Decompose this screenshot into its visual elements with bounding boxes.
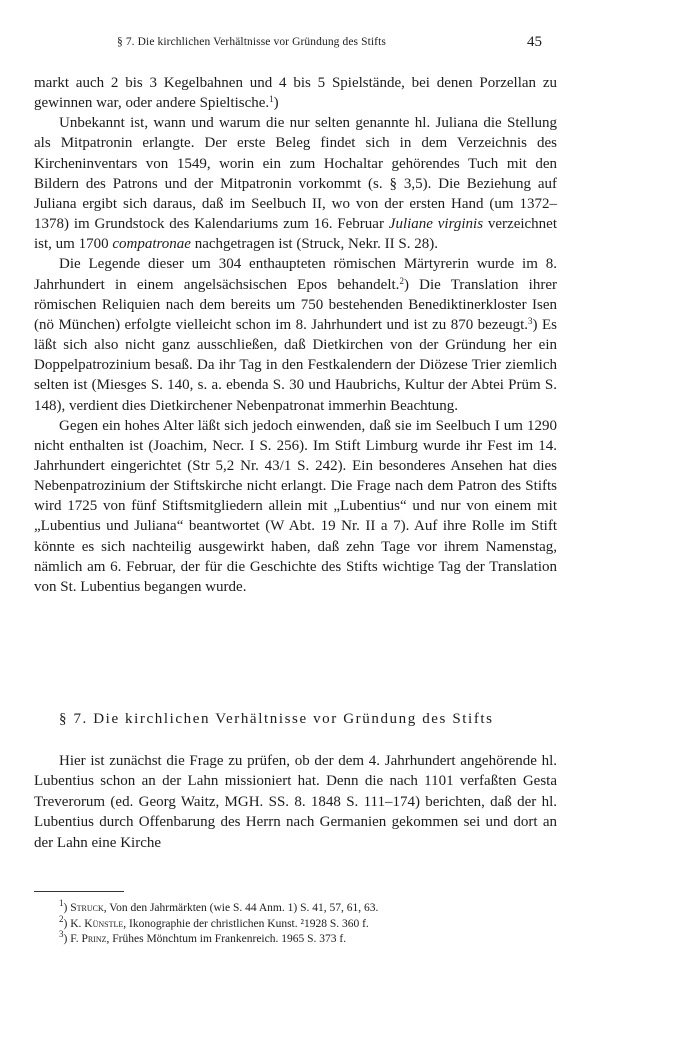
section-heading: § 7. Die kirchlichen Verhältnisse vor Gründung des Stifts — [59, 711, 494, 727]
paragraph: Die Legende dieser um 304 enthaupteten römischen Märtyrerin wurde im 8. Jahrhundert in einem angelsächsischen Epos behandelt.$^2$) Die Translation ihrer römischen Reliquien nach dem bereits um 750 bestehenden Benediktinerkloster Isen (nö München) erfolgte vielleicht schon im 8. Jahrhundert und ist zu 870 bezeugt.$^3$) Es läßt sich also nicht ganz ausschließen, daß Dietkirchen von der Gründung her ein Doppelpatrozinium besaß. Da ihr Tag in den Festkalendern der Diözese Trier ziemlich selten ist (Miesges S. 140, s. a. ebenda S. 30 und Haubrichs, Kultur der Abtei Prüm S. 148), verdient dies Dietkirchener Nebenpatronat immerhin Beachtung. — [34, 256, 557, 414]
footnote-author: Struck — [70, 902, 104, 914]
footnote-divider — [34, 891, 124, 892]
paragraph-text: Die Legende dieser um 304 enthaupteten römischen Märtyrerin wurde im 8. Jahrhundert in einem angelsächsischen Epos behandelt. — [34, 256, 557, 293]
footnote-mark: 2 — [59, 913, 64, 924]
paragraph-text: Es läßt sich also nicht ganz ausschließen, daß Dietkirchen von der Gründung her ein Doppelpatrozinium besaß. Da ihr Tag in den Festkalendern der Diözese Trier ziemlich selten ist (Miesges S. 140, s. a. ebenda S. 30 und Haubrichs, Kultur der Abtei Prüm S. 148), verdient dies Dietkirchener Nebenpatronat immerhin Beachtung. — [34, 316, 557, 414]
paragraph-text: Unbekannt ist, wann und warum die nur selten genannte hl. Juliana die Stellung als Mitpatronin erlangte. Der erste Beleg findet sich in dem Verzeichnis des Kircheninventars von 1549, worin ein zum Hochaltar gehörendes Tuch mit den Bildern des Patrons und der Mitpatronin vorkommt (s. § 3,5). Die Beziehung auf Juliana ergibt sich daraus, daß im Seelbuch II, wo von der ersten Hand (um 1372–1378) im Grundstock des Kalendariums zum 16. Februar — [34, 115, 557, 233]
main-text — [34, 73, 557, 597]
paragraph-text: nachgetragen ist (Struck, Nekr. II S. 28). — [194, 236, 438, 253]
paragraph — [34, 416, 557, 597]
footnote: $^3$) F. Prinz, Frühes Mönchtum im Frankenreich. 1965 S. 373 f. — [59, 929, 347, 945]
section-text — [34, 751, 557, 853]
paragraph-text: Hier ist zunächst die Frage zu prüfen, ob der dem 4. Jahrhundert angehörende hl. Lubentius schon an der Lahn missioniert hat. Denn die nach 1101 verfaßten Gesta Treverorum (ed. Georg Waitz, MGH. SS. 8. 1848 S. 111–174) berichten, daß der hl. Lubentius durch Offenbarung des Herrn nach Germanien gekommen sei und dort an der Lahn eine Kirche — [34, 753, 557, 851]
paragraph — [34, 751, 557, 853]
footnote: $^2$) K. Künstle, Ikonographie der christlichen Kunst. ²1928 S. 360 f. — [59, 913, 369, 930]
paragraph-text: Gegen ein hohes Alter läßt sich jedoch einwenden, daß sie im Seelbuch I um 1290 nicht enthalten ist (Joachim, Necr. I S. 256). Im Stift Limburg wurde ihr Fest im 14. Jahrhundert eingerichtet (Str 5,2 Nr. 43/1 S. 242). Ein besonderes Ansehen hat dies Nebenpatrozinium der Stiftskirche nicht erlangt. Die Frage nach dem Patron des Stifts wird 1725 von fünf Stiftsmitgliedern allein mit „Lubentius“ und nur von einem mit „Lubentius und Juliana“ beantwortet (W Abt. 19 Nr. II a 7). Auf ihre Rolle im Stift könnte es sich nachteilig ausgewirkt haben, daß zehn Tage vor ihrem Namenstag, nämlich am 6. Februar, der für die Geschichte des Stifts wichtige Tag der Translation von St. Lubentius begangen wurde. — [34, 417, 557, 595]
footnote-ref: 1 — [269, 94, 274, 105]
paragraph — [34, 113, 557, 254]
footnote-mark: 1 — [59, 898, 64, 908]
paragraph-text: verzeichnet ist, um 1700 — [34, 216, 558, 253]
page-number: 45 — [527, 34, 542, 50]
footnote-text: , Ikonographie der christlichen Kunst. ²1928 S. 360 f. — [123, 917, 369, 930]
footnote-text: , Frühes Mönchtum im Frankenreich. 1965 S. 373 f. — [106, 933, 347, 945]
footnote-author: F. Prinz — [70, 933, 107, 945]
footnote-ref: 2 — [399, 275, 404, 286]
footnote-mark: 3 — [59, 929, 64, 939]
footnote-author: K. Künstle — [70, 917, 124, 930]
latin-term: Juliane virginis — [388, 216, 484, 233]
paragraph: markt auch 2 bis 3 Kegelbahnen und 4 bis 5 Spielstände, bei denen Porzellan zu gewinnen war, oder andere Spieltische.$^1$) — [34, 75, 557, 112]
footnote-text: , Von den Jahrmärkten (wie S. 44 Anm. 1) S. 41, 57, 61, 63. — [103, 902, 379, 914]
latin-term: compatronae — [112, 236, 191, 253]
footnotes — [59, 898, 559, 948]
footnote-ref: 3 — [528, 315, 533, 326]
paragraph-text: Die Translation ihrer römischen Reliquien nach dem bereits um 750 bestehenden Benediktinerkloster Isen (nö München) erfolgte vielleicht schon im 8. Jahrhundert und ist zu 870 bezeugt. — [34, 276, 557, 333]
paragraph-text: markt auch 2 bis 3 Kegelbahnen und 4 bis 5 Spielstände, bei denen Porzellan zu gewinnen war, oder andere Spieltische. — [34, 75, 557, 112]
running-head: § 7. Die kirchlichen Verhältnisse vor Gründung des Stifts — [117, 36, 386, 48]
footnote: $^1$) Struck, Von den Jahrmärkten (wie S. 44 Anm. 1) S. 41, 57, 61, 63. — [59, 898, 379, 914]
